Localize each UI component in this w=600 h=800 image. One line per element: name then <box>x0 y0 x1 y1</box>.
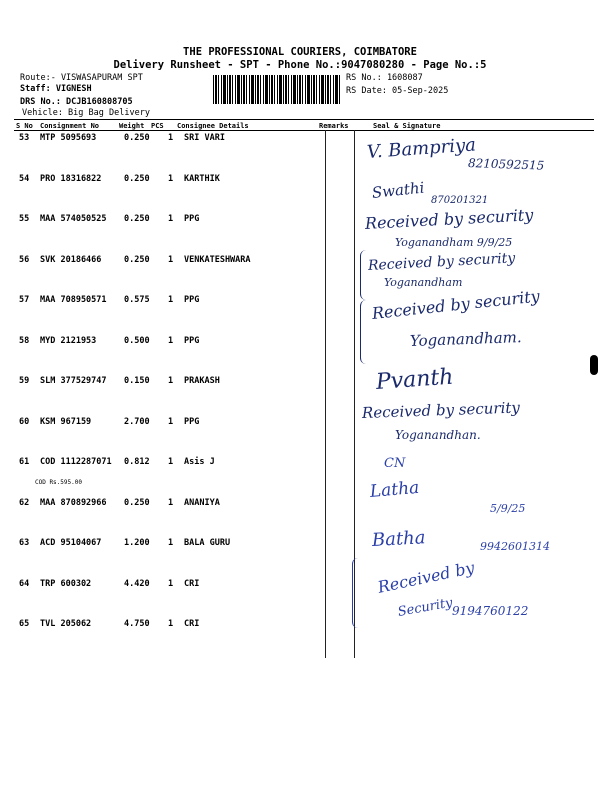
row-sno: 58 <box>19 335 30 346</box>
col-header-pcs: PCS <box>151 122 164 130</box>
col-header-weight: Weight <box>119 122 145 130</box>
signature-64-phone: 9194760122 <box>452 604 529 618</box>
row-consignee: SRI VARI <box>184 133 225 143</box>
signature-62-date: 5/9/25 <box>490 502 526 515</box>
row-weight: 2.700 <box>124 416 150 427</box>
row-consignment-no: PRO 18316822 <box>40 173 102 184</box>
row-weight: 1.200 <box>124 538 150 548</box>
signature-59: Pvanth <box>375 364 455 395</box>
signature-58-line1: Received by security <box>371 286 541 323</box>
col-header-seal: Seal & Signature <box>373 122 441 130</box>
row-pcs: 1 <box>168 254 174 265</box>
row-weight: 0.250 <box>124 214 150 224</box>
row-pcs: 1 <box>168 578 174 589</box>
signature-56-line1: Received by security <box>367 250 516 274</box>
col-header-consignee: Consignee Details <box>177 122 249 130</box>
row-sno: 64 <box>19 578 30 589</box>
row-consignee: PPG <box>184 295 200 305</box>
signature-63-phone: 9942601314 <box>480 540 550 553</box>
row-consignee: CRI <box>184 578 200 589</box>
row-pcs: 1 <box>168 497 174 508</box>
row-weight: 0.250 <box>124 254 150 265</box>
row-sno: 65 <box>19 619 30 629</box>
signature-58-line2: Yoganandham. <box>409 328 522 350</box>
row-pcs: 1 <box>168 335 174 346</box>
row-sno: 59 <box>19 376 30 386</box>
signature-60-line2: Yoganandhan. <box>395 428 481 442</box>
row-sno: 61 <box>19 457 30 467</box>
row-weight: 0.250 <box>124 497 150 508</box>
table-top-line <box>14 119 594 120</box>
row-sno: 54 <box>19 173 30 184</box>
row-weight: 4.420 <box>124 578 150 589</box>
row-consignment-no: MAA 870892966 <box>40 497 107 508</box>
row-consignee: BALA GURU <box>184 538 231 548</box>
row-consignment-no: MAA 708950571 <box>40 295 107 305</box>
row-consignment-no: SVK 20186466 <box>40 254 102 265</box>
row-pcs: 1 <box>168 416 174 427</box>
signature-54-name: Swathi <box>371 178 426 202</box>
signature-brace <box>352 558 363 628</box>
row-consignee: VENKATESHWARA <box>184 254 251 265</box>
row-sno: 63 <box>19 538 30 548</box>
signature-55-line1: Received by security <box>364 205 534 233</box>
signature-53-name: V. Bampriya <box>366 134 477 163</box>
drs-number: DRS No.: DCJB160808705 <box>20 97 133 107</box>
row-sno: 55 <box>19 214 30 224</box>
row-consignee: PPG <box>184 214 200 224</box>
row-sno: 60 <box>19 416 30 427</box>
table-header-line <box>14 130 594 131</box>
row-pcs: 1 <box>168 214 174 224</box>
table-row <box>0 417 600 457</box>
row-pcs: 1 <box>168 619 174 629</box>
row-consignment-no: ACD 95104067 <box>40 538 102 548</box>
row-weight: 4.750 <box>124 619 150 629</box>
signature-60-line1: Received by security <box>361 398 521 422</box>
signature-55-line2: Yoganandham 9/9/25 <box>395 236 513 249</box>
signature-63-name: Batha <box>371 527 427 551</box>
margin-mark <box>590 355 598 375</box>
row-weight: 0.250 <box>124 173 150 184</box>
barcode <box>213 75 341 104</box>
row-sno: 56 <box>19 254 30 265</box>
row-weight: 0.150 <box>124 376 150 386</box>
signature-brace <box>360 300 369 364</box>
row-consignee: KARTHIK <box>184 173 220 184</box>
signature-56-line2: Yoganandham <box>384 276 463 289</box>
vehicle-label: Vehicle: Big Bag Delivery <box>22 108 150 118</box>
row-pcs: 1 <box>168 133 174 143</box>
page-subtitle: Delivery Runsheet - SPT - Phone No.:9047080280 - Page No.:5 <box>113 59 487 71</box>
col-header-sno: S No <box>16 122 33 130</box>
row-pcs: 1 <box>168 538 174 548</box>
col-header-remarks: Remarks <box>319 122 349 130</box>
row-pcs: 1 <box>168 173 174 184</box>
row-consignee: PPG <box>184 335 200 346</box>
row-consignment-no: MAA 574050525 <box>40 214 107 224</box>
rs-number: RS No.: 1608087 <box>346 73 423 83</box>
row-consignee: PPG <box>184 416 200 427</box>
row-sno: 62 <box>19 497 30 508</box>
row-weight: 0.812 <box>124 457 150 467</box>
row-consignment-no: KSM 967159 <box>40 416 92 427</box>
row-weight: 0.250 <box>124 133 150 143</box>
row-consignment-no: TRP 600302 <box>40 578 92 589</box>
row-sno: 53 <box>19 133 30 143</box>
row-pcs: 1 <box>168 376 174 386</box>
row-consignment-no: MTP 5095693 <box>40 133 97 143</box>
signature-62-name: Latha <box>369 477 421 502</box>
row-consignment-no: SLM 377529747 <box>40 376 107 386</box>
signature-61: CN <box>384 456 406 471</box>
signature-53-phone: 8210592515 <box>467 156 545 173</box>
row-sno: 57 <box>19 295 30 305</box>
signature-54-phone: 870201321 <box>431 195 489 206</box>
signature-64-line1: Received by <box>376 557 477 597</box>
row-consignee: ANANIYA <box>184 497 220 508</box>
row-consignee: PRAKASH <box>184 376 220 386</box>
route-label: Route:- VISWASAPURAM SPT <box>20 73 143 83</box>
row-consignee: CRI <box>184 619 200 629</box>
rs-date: RS Date: 05-Sep-2025 <box>346 86 449 96</box>
table-row <box>0 457 600 497</box>
page-title: THE PROFESSIONAL COURIERS, COIMBATORE <box>183 46 417 58</box>
row-weight: 0.575 <box>124 295 150 305</box>
row-weight: 0.500 <box>124 335 150 346</box>
row-pcs: 1 <box>168 295 174 305</box>
signature-64-line2: Security <box>396 595 454 620</box>
row-consignment-no: TVL 205062 <box>40 619 92 629</box>
staff-label: Staff: VIGNESH <box>20 84 92 94</box>
col-header-consignment: Consignment No <box>40 122 100 130</box>
row-consignment-no: MYD 2121953 <box>40 335 97 346</box>
row-cod-amount: COD Rs.595.00 <box>35 479 82 486</box>
row-consignee: Asis J <box>184 457 215 467</box>
row-pcs: 1 <box>168 457 174 467</box>
row-consignment-no: COD 1112287071 <box>40 457 112 467</box>
table-row <box>0 619 600 659</box>
